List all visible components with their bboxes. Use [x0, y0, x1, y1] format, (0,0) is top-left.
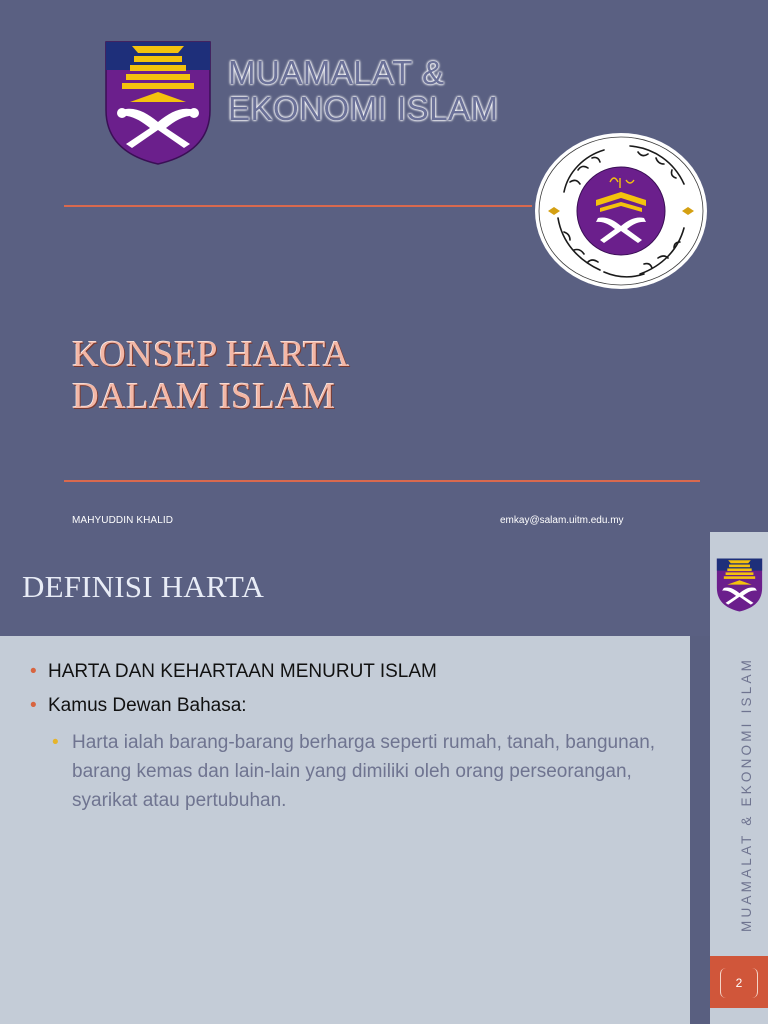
uitm-crest-small-icon	[716, 556, 763, 614]
slide-sidebar	[710, 532, 768, 1024]
slide-subtitle	[72, 334, 472, 418]
calligraphy-seal-icon	[534, 132, 708, 290]
divider-bottom	[64, 480, 700, 482]
bullet-item: • Kamus Dewan Bahasa:	[30, 694, 670, 718]
subtitle-line-1: KONSEP HARTA	[72, 334, 350, 375]
subtitle-line-2: DALAM ISLAM	[72, 376, 336, 417]
content-panel	[0, 636, 690, 1024]
sub-bullet-item: • Harta ialah barang-barang berharga seperti rumah, tanah, bangunan, barang kemas dan lain-lain yang dimiliki oleh orang perseorangan, syarikat atau pertubuhan.	[52, 728, 670, 815]
section-heading: DEFINISI HARTA	[22, 569, 265, 604]
author-email: emkay@salam.uitm.edu.my	[500, 515, 624, 526]
sidebar-course-label: MUAMALAT & EKONOMI ISLAM	[739, 656, 754, 932]
course-title	[228, 55, 548, 127]
bullet-item: • HARTA DAN KEHARTAAN MENURUT ISLAM	[30, 660, 670, 684]
divider-top	[64, 205, 532, 207]
bullet-list	[30, 660, 670, 815]
course-title-line-1: MUAMALAT &	[228, 54, 445, 91]
page-number: 2	[720, 968, 758, 998]
uitm-crest-icon	[104, 40, 212, 166]
page-number-box	[710, 956, 768, 1008]
author-name: MAHYUDDIN KHALID	[72, 515, 174, 526]
course-title-line-2: EKONOMI ISLAM	[228, 90, 499, 127]
